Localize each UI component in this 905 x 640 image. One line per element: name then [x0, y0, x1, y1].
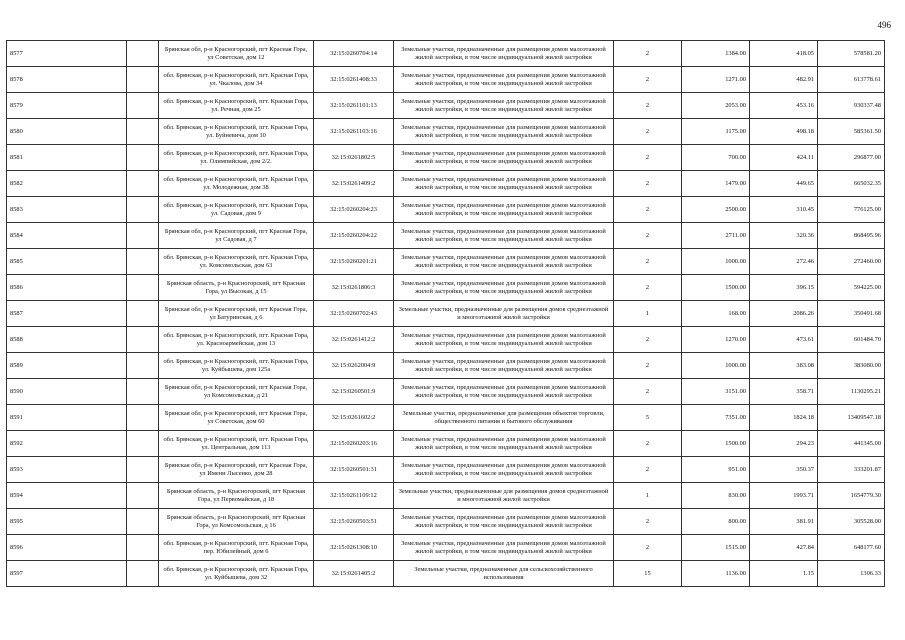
- gap-cell-cell: [127, 145, 159, 171]
- address-cell: обл. Брянская, р-н Красногорский, пгт. Красная Гора, ул. Чкалова, дом 34: [159, 67, 314, 93]
- cadastral-number-cell: 32:15:0260503:51: [314, 509, 394, 535]
- gap-cell-cell: [127, 119, 159, 145]
- address-cell: обл. Брянская, р-н Красногорский, пгт. Красная Гора, ул. Буйневича, дом 10: [159, 119, 314, 145]
- table-row: [7, 223, 885, 249]
- area-cell: 2711.00: [682, 223, 750, 249]
- land-use-cell: Земельные участки, предназначенные для размещения домов малоэтажной жилой застройки, в том числе индивидуальной жилой застройки: [394, 67, 614, 93]
- use-category-cell: 2: [614, 457, 682, 483]
- land-use-cell: Земельные участки, предназначенные для размещения объектов торговли, общественного питания и бытового обслуживания: [394, 405, 614, 431]
- gap-cell-cell: [127, 327, 159, 353]
- use-category-cell: 2: [614, 93, 682, 119]
- parcel-number-cell: 8587: [7, 301, 127, 327]
- land-use-cell: Земельные участки, предназначенные для размещения домов малоэтажной жилой застройки, в том числе индивидуальной жилой застройки: [394, 41, 614, 67]
- table-row: [7, 275, 885, 301]
- cadastral-number-cell: 32:15:0261408:33: [314, 67, 394, 93]
- land-use-cell: Земельные участки, предназначенные для размещения домов малоэтажной жилой застройки, в том числе индивидуальной жилой застройки: [394, 431, 614, 457]
- table-row: [7, 119, 885, 145]
- land-use-cell: Земельные участки, предназначенные для размещения домов малоэтажной жилой застройки, в том числе индивидуальной жилой застройки: [394, 93, 614, 119]
- cadastral-number-cell: 32:15:0261103:16: [314, 119, 394, 145]
- area-cell: 1500.00: [682, 431, 750, 457]
- area-cell: 1515.00: [682, 535, 750, 561]
- gap-cell-cell: [127, 561, 159, 587]
- cadastral-value-cell: 648177.60: [818, 535, 885, 561]
- page-number: 496: [877, 20, 891, 30]
- table-row: [7, 93, 885, 119]
- table-row: [7, 509, 885, 535]
- cadastral-number-cell: 32:15:0260203:16: [314, 431, 394, 457]
- unit-price-cell: 350.37: [750, 457, 818, 483]
- cadastral-value-cell: 272460.00: [818, 249, 885, 275]
- parcel-number-cell: 8596: [7, 535, 127, 561]
- use-category-cell: 2: [614, 275, 682, 301]
- table-row: [7, 379, 885, 405]
- unit-price-cell: 498.18: [750, 119, 818, 145]
- cadastral-value-cell: 578581.20: [818, 41, 885, 67]
- cadastral-number-cell: 32:15:0261308:10: [314, 535, 394, 561]
- land-use-cell: Земельные участки, предназначенные для размещения домов среднеэтажной и многоэтажной жилой застройки: [394, 483, 614, 509]
- unit-price-cell: 1993.71: [750, 483, 818, 509]
- land-use-cell: Земельные участки, предназначенные для размещения домов малоэтажной жилой застройки, в том числе индивидуальной жилой застройки: [394, 509, 614, 535]
- unit-price-cell: 2086.26: [750, 301, 818, 327]
- gap-cell-cell: [127, 353, 159, 379]
- cadastral-number-cell: 32:15:0260501:31: [314, 457, 394, 483]
- gap-cell-cell: [127, 171, 159, 197]
- gap-cell-cell: [127, 223, 159, 249]
- land-use-cell: Земельные участки, предназначенные для размещения домов малоэтажной жилой застройки, в том числе индивидуальной жилой застройки: [394, 457, 614, 483]
- area-cell: 1270.00: [682, 327, 750, 353]
- address-cell: Брянская обл, р-н Красногорский, пгт Красная Гора, ул Имени Лысенко, дом 28: [159, 457, 314, 483]
- use-category-cell: 15: [614, 561, 682, 587]
- parcel-number-cell: 8591: [7, 405, 127, 431]
- cadastral-number-cell: 32:15:0261802:5: [314, 145, 394, 171]
- gap-cell-cell: [127, 431, 159, 457]
- area-cell: 1000.00: [682, 353, 750, 379]
- use-category-cell: 2: [614, 223, 682, 249]
- address-cell: обл. Брянская, р-н Красногорский, пгт. Красная Гора, ул. Садовая, дом 9: [159, 197, 314, 223]
- table-row: [7, 353, 885, 379]
- unit-price-cell: 383.08: [750, 353, 818, 379]
- use-category-cell: 2: [614, 509, 682, 535]
- unit-price-cell: 310.45: [750, 197, 818, 223]
- area-cell: 168.00: [682, 301, 750, 327]
- area-cell: 1271.00: [682, 67, 750, 93]
- cadastral-number-cell: 32:15:0261806:3: [314, 275, 394, 301]
- address-cell: обл. Брянская, р-н Красногорский, пгт. Красная Гора, ул. Речная, дом 25: [159, 93, 314, 119]
- address-cell: обл. Брянская, р-н Красногорский, пгт. Красная Гора, ул. Центральная, дом 113: [159, 431, 314, 457]
- cadastral-value-cell: 594225.00: [818, 275, 885, 301]
- cadastral-number-cell: 32:15:0261412:2: [314, 327, 394, 353]
- table-row: [7, 67, 885, 93]
- land-use-cell: Земельные участки, предназначенные для сельскохозяйственного использования: [394, 561, 614, 587]
- land-use-cell: Земельные участки, предназначенные для размещения домов среднеэтажной и многоэтажной жилой застройки: [394, 301, 614, 327]
- cadastral-value-cell: 296877.00: [818, 145, 885, 171]
- area-cell: 7351.00: [682, 405, 750, 431]
- parcel-number-cell: 8595: [7, 509, 127, 535]
- gap-cell-cell: [127, 483, 159, 509]
- cadastral-number-cell: 32:15:0261101:13: [314, 93, 394, 119]
- use-category-cell: 2: [614, 249, 682, 275]
- land-use-cell: Земельные участки, предназначенные для размещения домов малоэтажной жилой застройки, в том числе индивидуальной жилой застройки: [394, 535, 614, 561]
- cadastral-number-cell: 32:15:0261409:2: [314, 171, 394, 197]
- gap-cell-cell: [127, 41, 159, 67]
- use-category-cell: 2: [614, 431, 682, 457]
- parcel-number-cell: 8581: [7, 145, 127, 171]
- cadastral-value-cell: 305528.00: [818, 509, 885, 535]
- table-row: [7, 41, 885, 67]
- use-category-cell: 2: [614, 41, 682, 67]
- unit-price-cell: 453.16: [750, 93, 818, 119]
- use-category-cell: 2: [614, 535, 682, 561]
- cadastral-number-cell: 32:15:0260702:43: [314, 301, 394, 327]
- parcel-number-cell: 8582: [7, 171, 127, 197]
- area-cell: 951.00: [682, 457, 750, 483]
- address-cell: Брянская обл, р-н Красногорский, пгт Красная Гора, ул Советская, дом 12: [159, 41, 314, 67]
- gap-cell-cell: [127, 67, 159, 93]
- cadastral-value-cell: 333201.87: [818, 457, 885, 483]
- area-cell: 1000.00: [682, 249, 750, 275]
- gap-cell-cell: [127, 457, 159, 483]
- cadastral-number-cell: 32:15:0261405:2: [314, 561, 394, 587]
- unit-price-cell: 320.36: [750, 223, 818, 249]
- unit-price-cell: 396.15: [750, 275, 818, 301]
- land-use-cell: Земельные участки, предназначенные для размещения домов малоэтажной жилой застройки, в том числе индивидуальной жилой застройки: [394, 353, 614, 379]
- parcel-number-cell: 8578: [7, 67, 127, 93]
- address-cell: обл. Брянская, р-н Красногорский, пгт. Красная Гора, ул. Олимпийская, дом 2/2.: [159, 145, 314, 171]
- cadastral-number-cell: 32:15:0260204:23: [314, 197, 394, 223]
- land-use-cell: Земельные участки, предназначенные для размещения домов малоэтажной жилой застройки, в том числе индивидуальной жилой застройки: [394, 171, 614, 197]
- parcel-number-cell: 8590: [7, 379, 127, 405]
- cadastral-value-cell: 868495.96: [818, 223, 885, 249]
- area-cell: 2500.00: [682, 197, 750, 223]
- cadastral-number-cell: 32:15:0262004:9: [314, 353, 394, 379]
- gap-cell-cell: [127, 405, 159, 431]
- gap-cell-cell: [127, 93, 159, 119]
- use-category-cell: 2: [614, 353, 682, 379]
- table-body: [7, 41, 885, 587]
- unit-price-cell: 358.71: [750, 379, 818, 405]
- cadastral-number-cell: 32:15:0260204:22: [314, 223, 394, 249]
- cadastral-value-cell: 601484.70: [818, 327, 885, 353]
- address-cell: обл. Брянская, р-н Красногорский, пгт. Красная Гора, пер. Юбилейный, дом 6: [159, 535, 314, 561]
- table-row: [7, 301, 885, 327]
- cadastral-value-cell: 776125.00: [818, 197, 885, 223]
- parcel-number-cell: 8592: [7, 431, 127, 457]
- area-cell: 1500.00: [682, 275, 750, 301]
- area-cell: 2053.00: [682, 93, 750, 119]
- table-row: [7, 327, 885, 353]
- cadastral-value-cell: 930337.48: [818, 93, 885, 119]
- parcel-number-cell: 8597: [7, 561, 127, 587]
- unit-price-cell: 473.61: [750, 327, 818, 353]
- table-row: [7, 145, 885, 171]
- land-use-cell: Земельные участки, предназначенные для размещения домов малоэтажной жилой застройки, в том числе индивидуальной жилой застройки: [394, 223, 614, 249]
- land-use-cell: Земельные участки, предназначенные для размещения домов малоэтажной жилой застройки, в том числе индивидуальной жилой застройки: [394, 379, 614, 405]
- table-row: [7, 431, 885, 457]
- parcel-number-cell: 8577: [7, 41, 127, 67]
- use-category-cell: 2: [614, 327, 682, 353]
- land-use-cell: Земельные участки, предназначенные для размещения домов малоэтажной жилой застройки, в том числе индивидуальной жилой застройки: [394, 275, 614, 301]
- land-use-cell: Земельные участки, предназначенные для размещения домов малоэтажной жилой застройки, в том числе индивидуальной жилой застройки: [394, 327, 614, 353]
- area-cell: 830.00: [682, 483, 750, 509]
- table-row: [7, 457, 885, 483]
- use-category-cell: 2: [614, 197, 682, 223]
- cadastral-number-cell: 32:15:0260704:14: [314, 41, 394, 67]
- cadastral-number-cell: 32:15:0260201:21: [314, 249, 394, 275]
- table-row: [7, 249, 885, 275]
- unit-price-cell: 1.15: [750, 561, 818, 587]
- address-cell: Брянская обл, р-н Красногорский, пгт Красная Гора, ул Садовая, д 7: [159, 223, 314, 249]
- cadastral-value-cell: 1654779.30: [818, 483, 885, 509]
- unit-price-cell: 272.46: [750, 249, 818, 275]
- cadastral-value-cell: 613778.61: [818, 67, 885, 93]
- parcel-number-cell: 8586: [7, 275, 127, 301]
- land-registry-table: [6, 40, 885, 587]
- use-category-cell: 2: [614, 145, 682, 171]
- table-row: [7, 483, 885, 509]
- use-category-cell: 2: [614, 67, 682, 93]
- area-cell: 1479.00: [682, 171, 750, 197]
- address-cell: обл. Брянская, р-н Красногорский, пгт. Красная Гора, ул. Молодежная, дом 38: [159, 171, 314, 197]
- cadastral-value-cell: 383080.00: [818, 353, 885, 379]
- cadastral-value-cell: 441345.00: [818, 431, 885, 457]
- parcel-number-cell: 8580: [7, 119, 127, 145]
- unit-price-cell: 418.05: [750, 41, 818, 67]
- land-use-cell: Земельные участки, предназначенные для размещения домов малоэтажной жилой застройки, в том числе индивидуальной жилой застройки: [394, 249, 614, 275]
- cadastral-number-cell: 32:15:0261602:2: [314, 405, 394, 431]
- gap-cell-cell: [127, 509, 159, 535]
- area-cell: 1136.00: [682, 561, 750, 587]
- table-row: [7, 197, 885, 223]
- address-cell: обл. Брянская, р-н Красногорский, пгт. Красная Гора, ул. Красноармейская, дом 13: [159, 327, 314, 353]
- land-use-cell: Земельные участки, предназначенные для размещения домов малоэтажной жилой застройки, в том числе индивидуальной жилой застройки: [394, 119, 614, 145]
- use-category-cell: 2: [614, 119, 682, 145]
- area-cell: 1384.00: [682, 41, 750, 67]
- cadastral-value-cell: 1306.33: [818, 561, 885, 587]
- unit-price-cell: 449.65: [750, 171, 818, 197]
- parcel-number-cell: 8583: [7, 197, 127, 223]
- parcel-number-cell: 8584: [7, 223, 127, 249]
- gap-cell-cell: [127, 275, 159, 301]
- gap-cell-cell: [127, 379, 159, 405]
- cadastral-value-cell: 665032.35: [818, 171, 885, 197]
- gap-cell-cell: [127, 535, 159, 561]
- table-row: [7, 171, 885, 197]
- area-cell: 3151.00: [682, 379, 750, 405]
- parcel-number-cell: 8593: [7, 457, 127, 483]
- area-cell: 700.00: [682, 145, 750, 171]
- cadastral-value-cell: 585361.50: [818, 119, 885, 145]
- unit-price-cell: 482.91: [750, 67, 818, 93]
- gap-cell-cell: [127, 249, 159, 275]
- cadastral-value-cell: 1130295.21: [818, 379, 885, 405]
- unit-price-cell: 294.23: [750, 431, 818, 457]
- parcel-number-cell: 8588: [7, 327, 127, 353]
- table-row: [7, 535, 885, 561]
- unit-price-cell: 1824.18: [750, 405, 818, 431]
- address-cell: Брянская область, р-н Красногорский, пгт Красная Гора, ул Первомайская, д 18: [159, 483, 314, 509]
- parcel-number-cell: 8585: [7, 249, 127, 275]
- address-cell: Брянская обл, р-н Красногорский, пгт Красная Гора, ул Советская, дом 60: [159, 405, 314, 431]
- table-row: [7, 405, 885, 431]
- parcel-number-cell: 8589: [7, 353, 127, 379]
- parcel-number-cell: 8579: [7, 93, 127, 119]
- use-category-cell: 2: [614, 171, 682, 197]
- address-cell: Брянская область, р-н Красногорский, пгт Красная Гора, ул Комсомольская, д 16: [159, 509, 314, 535]
- gap-cell-cell: [127, 197, 159, 223]
- use-category-cell: 1: [614, 483, 682, 509]
- address-cell: Брянская область, р-н Красногорский, пгт Красная Гора, ул Высокая, д 15: [159, 275, 314, 301]
- address-cell: обл. Брянская, р-н Красногорский, пгт. Красная Гора, ул. Куйбышева, дом 32: [159, 561, 314, 587]
- unit-price-cell: 424.11: [750, 145, 818, 171]
- area-cell: 800.00: [682, 509, 750, 535]
- parcel-number-cell: 8594: [7, 483, 127, 509]
- gap-cell-cell: [127, 301, 159, 327]
- address-cell: Брянская обл, р-н Красногорский, пгт Красная Гора, ул Батуринская, д 6: [159, 301, 314, 327]
- table-row: [7, 561, 885, 587]
- cadastral-value-cell: 13409547.18: [818, 405, 885, 431]
- unit-price-cell: 427.84: [750, 535, 818, 561]
- use-category-cell: 5: [614, 405, 682, 431]
- address-cell: обл. Брянская, р-н Красногорский, пгт. Красная Гора, ул. Куйбышева, дом 125а: [159, 353, 314, 379]
- address-cell: обл. Брянская, р-н Красногорский, пгт. Красная Гора, ул. Комсомольская, дом 63: [159, 249, 314, 275]
- land-use-cell: Земельные участки, предназначенные для размещения домов малоэтажной жилой застройки, в том числе индивидуальной жилой застройки: [394, 197, 614, 223]
- cadastral-value-cell: 350491.68: [818, 301, 885, 327]
- use-category-cell: 1: [614, 301, 682, 327]
- unit-price-cell: 381.91: [750, 509, 818, 535]
- use-category-cell: 2: [614, 379, 682, 405]
- cadastral-number-cell: 32:15:0260501:9: [314, 379, 394, 405]
- land-use-cell: Земельные участки, предназначенные для размещения домов малоэтажной жилой застройки, в том числе индивидуальной жилой застройки: [394, 145, 614, 171]
- address-cell: Брянская обл, р-н Красногорский, пгт Красная Гора, ул Комсомольская, д 21: [159, 379, 314, 405]
- area-cell: 1175.00: [682, 119, 750, 145]
- cadastral-number-cell: 32:15:0261109:12: [314, 483, 394, 509]
